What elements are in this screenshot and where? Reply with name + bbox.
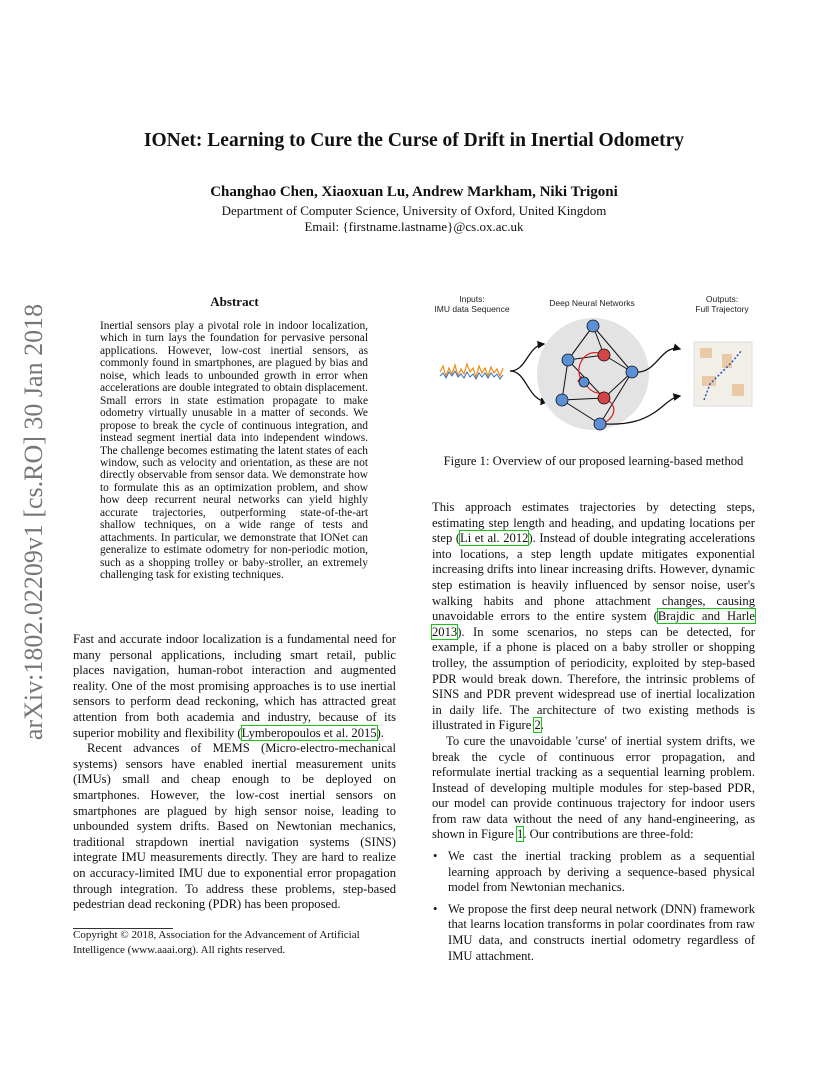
paper-authors: Changhao Chen, Xiaoxuan Lu, Andrew Markham, Niki Trigoni <box>210 184 618 200</box>
figure-label-outputs: Outputs: <box>705 294 739 304</box>
paper-affiliation: Department of Computer Science, University of Oxford, United Kingdom <box>221 203 607 218</box>
abstract-text: Inertial sensors play a pivotal role in indoor localization, which in turn lays the foundation for pervasive personal applications. However, low-cost inertial sensors, as commonly found in smartphones, are plagued by bias and noise, which leads to unbounded growth in error when accelerations are double integrated to obtain displacement. Small errors in state estimation propagate to make odometry virtually unusable in a matter of seconds. We propose to break the cycle of continuous integration, and instead segment inertial data into independent windows. The challenge becomes estimating the latent states of each window, such as velocity and orientation, as these are not directly observable from sensor data. We demonstrate how to formulate this as an optimization problem, and show how deep recurrent neural networks can yield highly accurate trajectories, outperforming state-of-the-art shallow techniques, on a wide range of tests and attachments. In particular, we demonstrate that IONet can generalize to estimate odometry for non-periodic motion, such as a shopping trolley or baby-stroller, an extremely challenging task for existing techniques. <box>100 320 368 582</box>
figure-label-inputs: Inputs: <box>459 294 485 304</box>
paper-title: IONet: Learning to Cure the Curse of Drift in Inertial Odometry <box>143 130 685 151</box>
node-2 <box>562 354 574 366</box>
right-column <box>432 500 755 970</box>
intro-paragraph-1-text: Fast and accurate indoor localization is a fundamental need for many personal applications, including smart retail, public places navigation, human-robot interaction and augmented reality. One of the most promising approaches is to use inertial sensors to perform dead reckoning, which has attracted great attention from both academia and industry, because of its superior mobility and flexibility ( <box>73 632 396 740</box>
citation-link[interactable]: Lymberopoulos et al. 2015 <box>241 725 377 740</box>
node-8 <box>594 418 606 430</box>
copyright-footnote: Copyright © 2018, Association for the Advancement of Artificial Intelligence (www.aaai.org). All rights reserved. <box>73 929 360 956</box>
figure-label-dnn: Deep Neural Networks <box>549 298 635 308</box>
contributions-list <box>432 849 755 964</box>
overview-diagram <box>432 314 755 442</box>
imu-signal-graphic <box>440 360 506 382</box>
citation-link[interactable]: Li et al. 2012 <box>460 531 529 546</box>
right-paragraph-1-a: This approach estimates trajectories by detecting steps, estimating step length and heading, and updating locations per step ( <box>432 500 755 546</box>
figure-1 <box>432 292 755 442</box>
citation-link[interactable]: Brajdic and Harle 2013 <box>432 609 756 639</box>
contribution-item: • We cast the inertial tracking problem as a sequential learning approach by deriving a sequence-based physical model from Newtonian mechanics. <box>448 849 755 896</box>
figure-label-imu: IMU data Sequence <box>434 304 510 314</box>
node-6 <box>556 394 568 406</box>
right-paragraph-1-c: ). In some scenarios, no steps can be detected, for example, if a phone is placed on a baby stroller or shopping trolley, the assumption of periodicity, exploited by step-based PDR would break down. Therefore, the intrinsic problems of SINS and PDR prevent widespread use of inertial localization in daily life. The architecture of two existing methods is illustrated in Figure <box>432 624 755 733</box>
right-paragraph-1-b: ). Instead of double integrating accelerations into locations, a step length update mitigates exponential increasing drifts into linear increasing drifts. However, dynamic step estimation is heavily influenced by sensor noise, user's walking habits and phone attachment changes, causing unavoidable errors to the entire system ( <box>432 531 755 624</box>
node-3 <box>598 349 610 361</box>
node-7 <box>598 392 610 404</box>
right-paragraph-1-d: . <box>540 718 544 733</box>
node-4 <box>579 377 589 387</box>
trajectory-map-graphic <box>694 342 752 406</box>
right-paragraph-2-b: . Our contributions are three-fold: <box>523 827 694 842</box>
figure-ref-link[interactable]: 2 <box>534 718 541 733</box>
arxiv-stamp: arXiv:1802.02209v1 [cs.RO] 30 Jan 2018 <box>19 303 48 741</box>
contribution-item: • We propose the first deep neural network (DNN) framework that learns location transforms in polar coordinates from raw IMU data, and constructs inertial odometry regardless of IMU attachment. <box>448 902 755 964</box>
node-5 <box>626 366 638 378</box>
figure-ref-link[interactable]: 1 <box>517 827 524 842</box>
right-paragraph-2-a: To cure the unavoidable 'curse' of inertial system drifts, we break the cycle of continuous error propagation, and reformulate inertial tracking as a sequential learning problem. Instead of developing multiple modules for step-based PDR, our model can provide continuous trajectory for indoor users from raw data without the need of any hand-engineering, as shown in Figure <box>432 733 755 842</box>
node-1 <box>587 320 599 332</box>
left-column <box>73 632 396 913</box>
right-paragraph-1 <box>432 500 755 734</box>
right-paragraph-2 <box>432 734 755 843</box>
intro-paragraph-1 <box>73 632 396 741</box>
figure-label-trajectory: Full Trajectory <box>695 304 749 314</box>
paper-email: Email: {firstname.lastname}@cs.ox.ac.uk <box>304 219 524 234</box>
intro-paragraph-1-end: ). <box>376 725 384 740</box>
figure-1-caption: Figure 1: Overview of our proposed learning-based method <box>443 454 744 468</box>
abstract-heading: Abstract <box>210 294 259 309</box>
intro-paragraph-2: Recent advances of MEMS (Micro-electro-mechanical systems) sensors have enabled inertial measurement units (IMUs) small and cheap enough to be deployed on smartphones. However, the low-cost inertial sensors on smartphones are plagued by high sensor noise, leading to unbounded system drifts. Based on Newtonian mechanics, traditional strapdown inertial navigation systems (SINS) integrate IMU measurements directly. They are hard to realize on accuracy-limited IMU due to exponential error propagation through integration. To address these problems, step-based pedestrian dead reckoning (PDR) has been proposed. <box>73 741 396 912</box>
